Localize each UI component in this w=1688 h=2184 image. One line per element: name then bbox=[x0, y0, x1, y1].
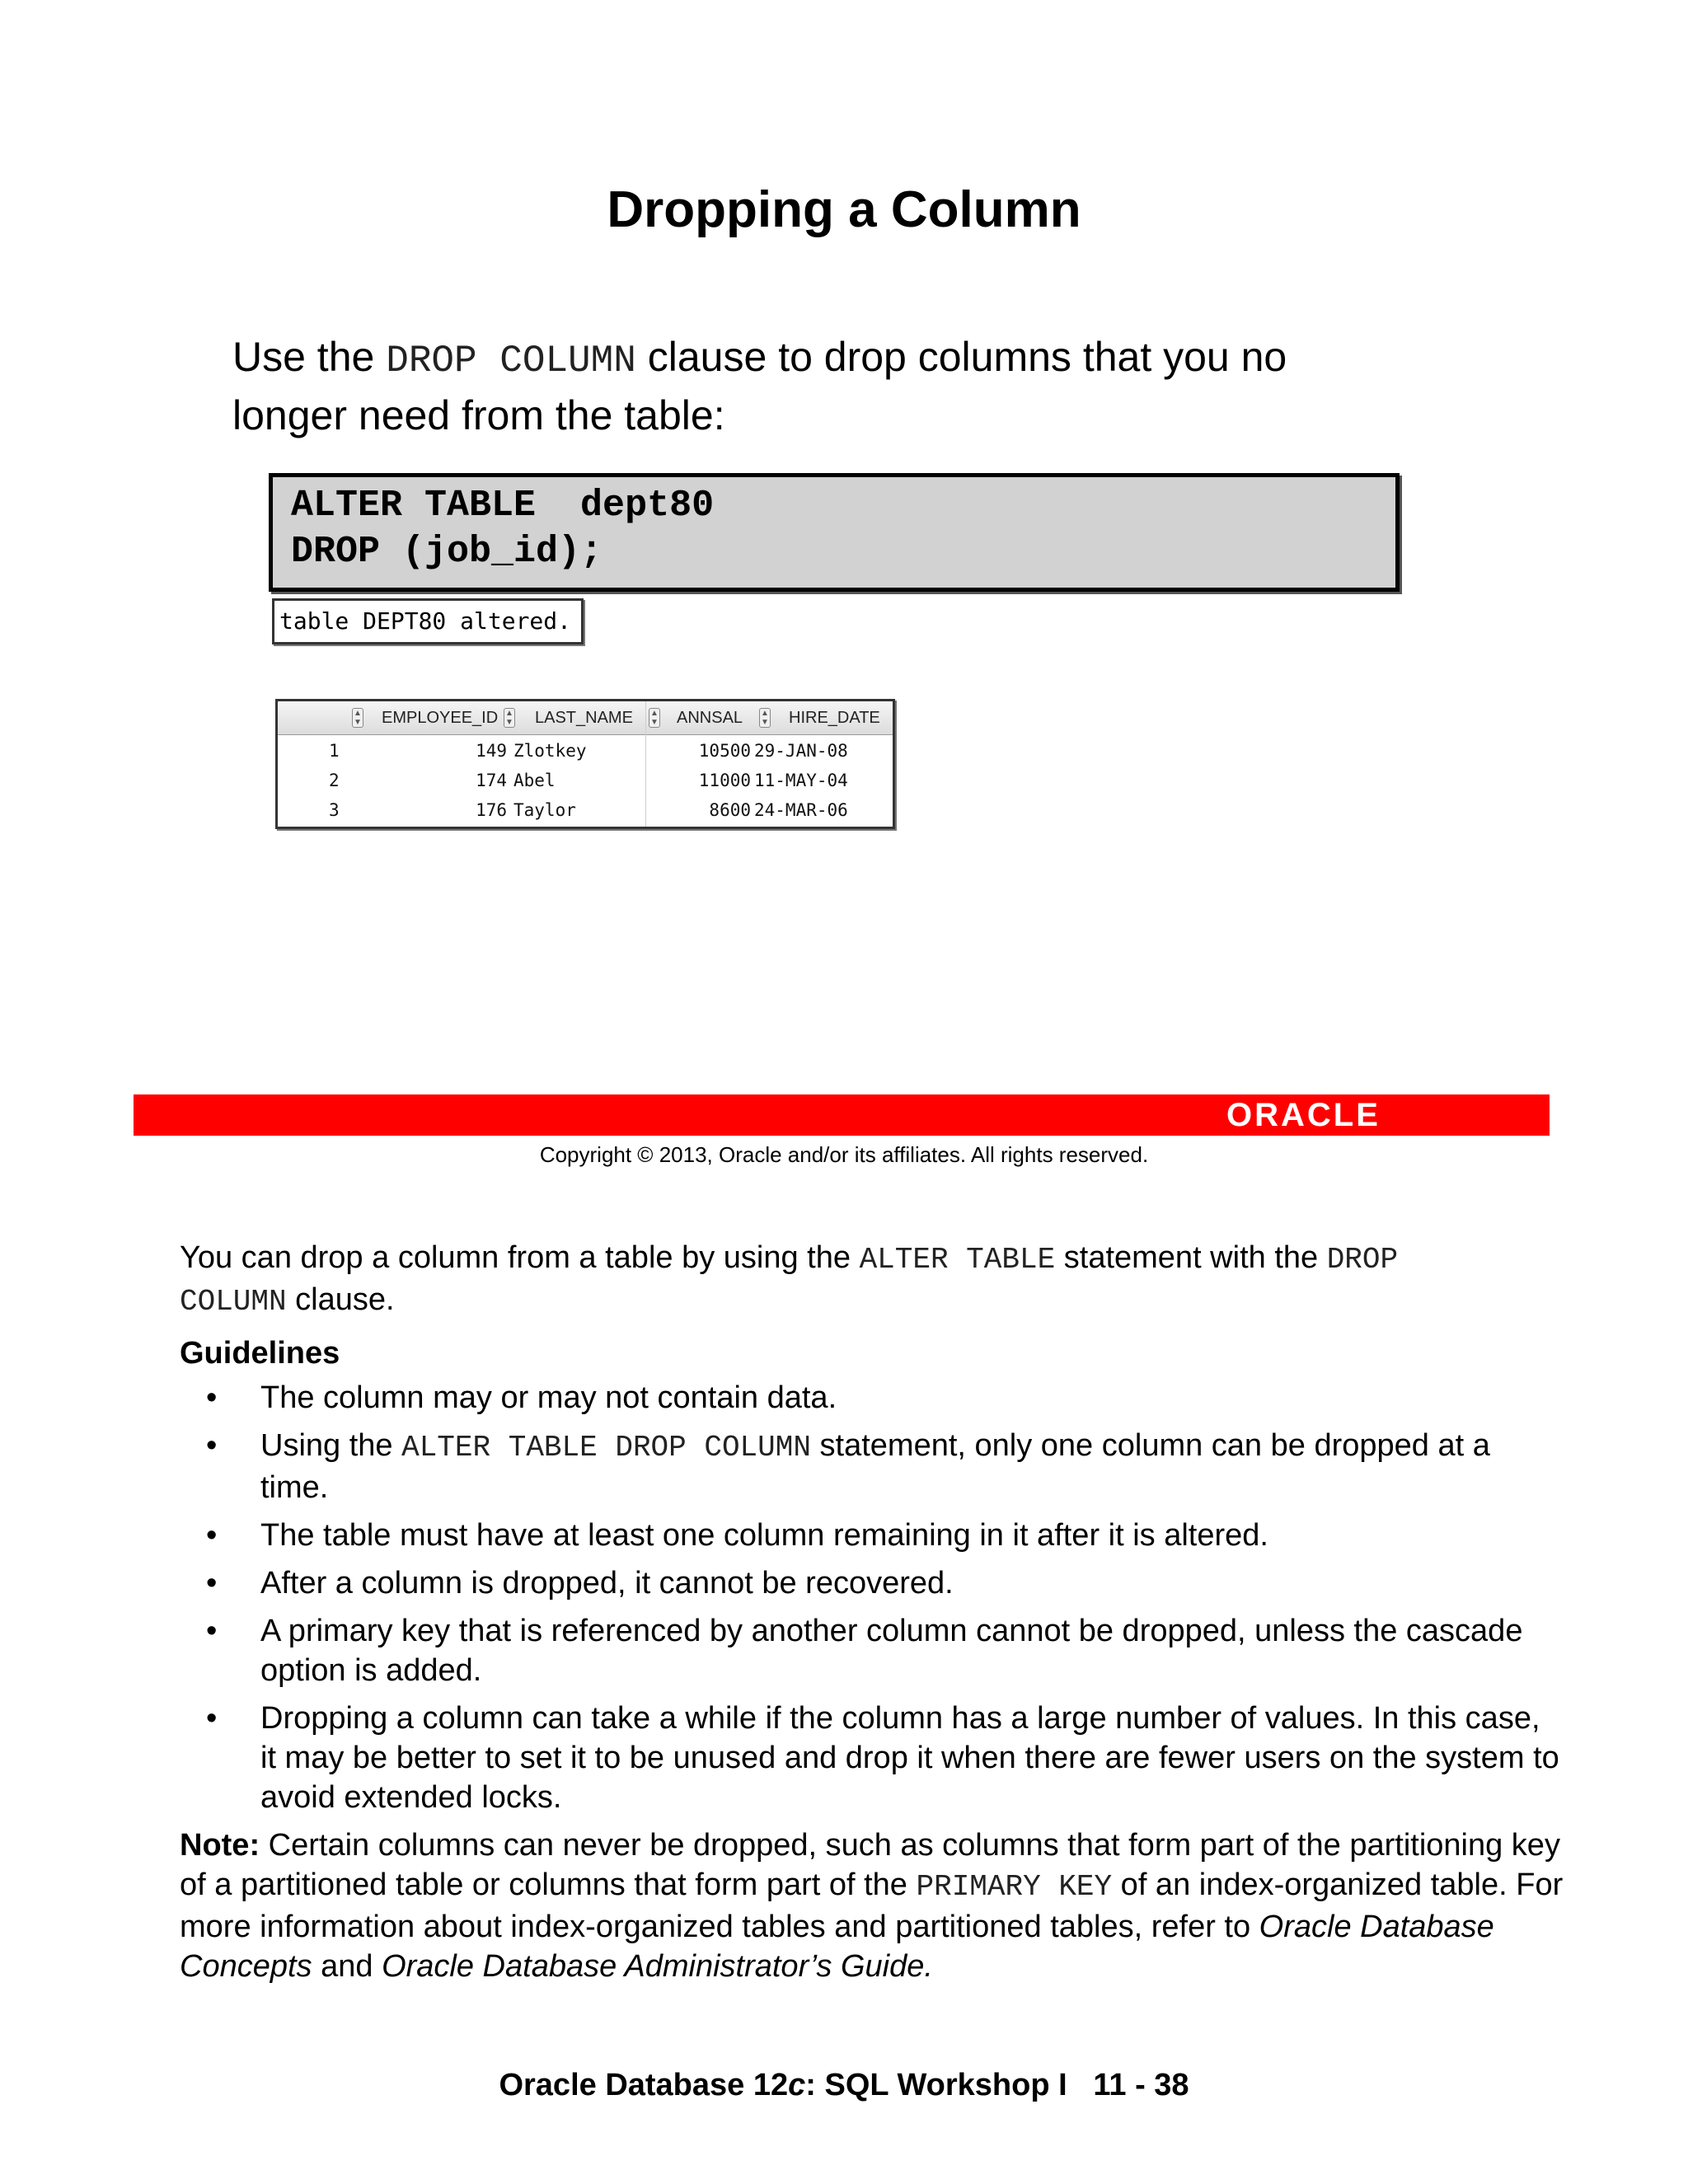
cell-last-name: Zlotkey bbox=[513, 741, 587, 761]
column-header-employee-id[interactable]: EMPLOYEE_ID bbox=[382, 709, 499, 727]
intro-text-post: clause to drop columns that you no bbox=[635, 334, 1287, 380]
cell-employee-id: 176 bbox=[476, 800, 507, 820]
column-header-last-name[interactable]: LAST_NAME bbox=[535, 709, 633, 727]
notes-intro-code: ALTER TABLE bbox=[859, 1243, 1056, 1277]
notes-intro-text: You can drop a column from a table by using the bbox=[180, 1240, 860, 1275]
code-box bbox=[269, 473, 1400, 592]
sort-icon[interactable]: ▲ ▼ bbox=[649, 708, 660, 728]
sort-icon[interactable]: ▲ ▼ bbox=[352, 708, 363, 728]
bullet-text: Dropping a column can take a while if the column has a large number of values. In this case, it may be better to set it to be unused and drop it when there are fewer users on the system to avoid extended locks. bbox=[260, 1701, 1559, 1815]
note-text: Certain columns can never be dropped, such as columns that form part of the partitioning key of a partitioned table or columns that form part of the bbox=[180, 1828, 1560, 1902]
bullet-text: statement, only one column can be dropped at a time. bbox=[260, 1428, 1490, 1505]
cell-employee-id: 149 bbox=[476, 741, 507, 761]
notes-intro-text: statement with the bbox=[1055, 1240, 1327, 1275]
row-number: 2 bbox=[329, 771, 340, 790]
sort-icon[interactable]: ▲ ▼ bbox=[504, 708, 515, 728]
note-paragraph bbox=[180, 1825, 1564, 1986]
cell-last-name: Taylor bbox=[513, 800, 576, 820]
bullet-text: The table must have at least one column remaining in it after it is altered. bbox=[260, 1518, 1268, 1553]
column-header-annsal[interactable]: ANNSAL bbox=[677, 709, 743, 727]
code-line-1: ALTER TABLE dept80 bbox=[291, 485, 715, 527]
bullet-icon: • bbox=[206, 1566, 218, 1601]
cell-employee-id: 174 bbox=[476, 771, 507, 790]
cell-annsal: 8600 bbox=[709, 800, 751, 820]
note-book-title: Oracle Database Administrator’s Guide. bbox=[382, 1949, 933, 1984]
oracle-logo: ORACLE bbox=[1226, 1097, 1381, 1133]
note-book-title: Oracle Database Concepts bbox=[180, 1910, 1494, 1984]
row-number: 1 bbox=[329, 741, 340, 761]
page-footer bbox=[0, 2065, 1688, 2105]
bullet-icon: • bbox=[206, 1518, 218, 1553]
list-item bbox=[180, 1611, 1564, 1690]
code-line-2: DROP (job_id); bbox=[291, 531, 603, 573]
bullet-text: A primary key that is referenced by another column cannot be dropped, unless the cascade option is added. bbox=[260, 1614, 1523, 1688]
footer-text: : SQL Workshop I 11 - 38 bbox=[805, 2068, 1189, 2102]
result-message: table DEPT80 altered. bbox=[272, 598, 584, 644]
bullet-icon: • bbox=[206, 1428, 218, 1463]
bullet-icon: • bbox=[206, 1614, 218, 1648]
list-item bbox=[180, 1699, 1564, 1817]
cell-last-name: Abel bbox=[513, 771, 556, 790]
guidelines-heading: Guidelines bbox=[180, 1336, 340, 1371]
bullet-icon: • bbox=[206, 1380, 218, 1415]
notes-intro-code: COLUMN bbox=[180, 1285, 287, 1319]
footer-text-italic: c bbox=[788, 2068, 806, 2102]
note-label: Note: bbox=[180, 1828, 260, 1863]
cell-hire-date: 24-MAR-06 bbox=[754, 800, 848, 820]
note-text: of an index-organized table. For more information about index-organized tables and partitioned tables, refer to bbox=[180, 1868, 1564, 1944]
row-number: 3 bbox=[329, 800, 340, 820]
footer-text: Oracle Database 12 bbox=[499, 2068, 789, 2102]
bullet-code: ALTER TABLE DROP COLUMN bbox=[401, 1431, 811, 1465]
guidelines-list bbox=[180, 1378, 1564, 1817]
slide-intro bbox=[232, 330, 1469, 443]
cell-annsal: 10500 bbox=[698, 741, 751, 761]
intro-text-line2: longer need from the table: bbox=[232, 392, 725, 438]
cell-hire-date: 11-MAY-04 bbox=[754, 771, 848, 790]
grid-header bbox=[278, 701, 893, 735]
cell-hire-date: 29-JAN-08 bbox=[754, 741, 848, 761]
column-header-hire-date[interactable]: HIRE_DATE bbox=[789, 709, 880, 727]
note-text: and bbox=[312, 1949, 382, 1984]
result-grid bbox=[275, 699, 895, 829]
bullet-text: After a column is dropped, it cannot be recovered. bbox=[260, 1566, 954, 1601]
list-item bbox=[180, 1516, 1564, 1555]
notes-intro bbox=[180, 1238, 1564, 1322]
bullet-text: Using the bbox=[260, 1428, 402, 1463]
bullet-text: The column may or may not contain data. bbox=[260, 1380, 837, 1415]
copyright-text: Copyright © 2013, Oracle and/or its affiliates. All rights reserved. bbox=[539, 1142, 1149, 1167]
intro-code: DROP COLUMN bbox=[386, 340, 636, 382]
note-code: PRIMARY KEY bbox=[916, 1870, 1113, 1904]
bullet-icon: • bbox=[206, 1701, 218, 1736]
intro-text-pre: Use the bbox=[232, 334, 387, 380]
sort-icon[interactable]: ▲ ▼ bbox=[759, 708, 771, 728]
list-item bbox=[180, 1378, 1564, 1418]
list-item bbox=[180, 1426, 1564, 1507]
notes-intro-text: clause. bbox=[286, 1282, 395, 1317]
cell-annsal: 11000 bbox=[698, 771, 751, 790]
notes-section bbox=[180, 1238, 1564, 1986]
slide-title: Dropping a Column bbox=[607, 181, 1081, 238]
notes-intro-code: DROP bbox=[1326, 1243, 1399, 1277]
list-item bbox=[180, 1563, 1564, 1603]
